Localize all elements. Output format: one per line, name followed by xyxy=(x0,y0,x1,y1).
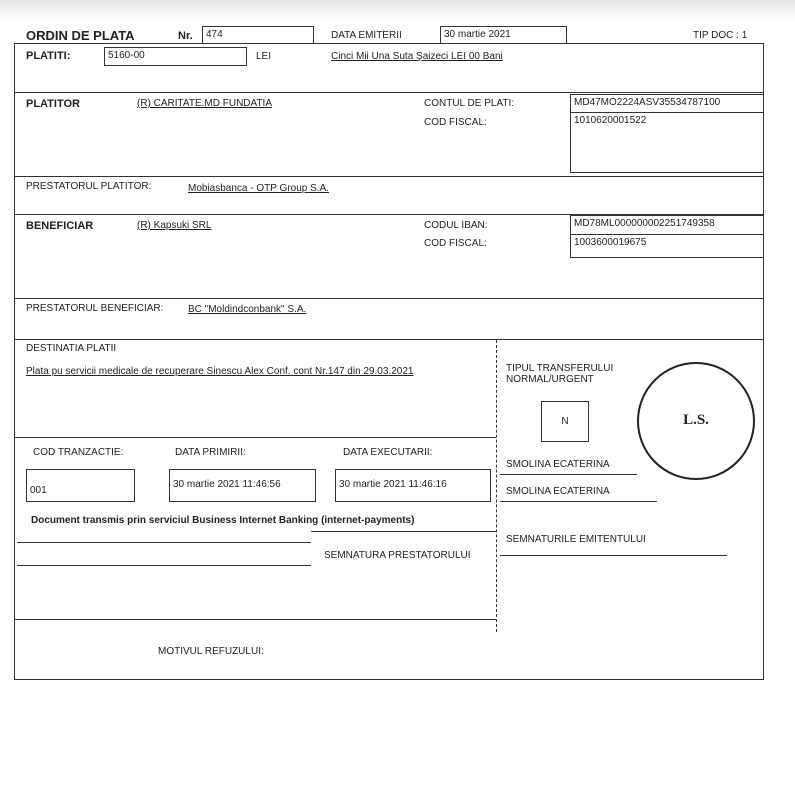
nr-field: 474 xyxy=(202,26,314,44)
beneficiar-fiscal-label: COD FISCAL: xyxy=(424,238,487,249)
divider xyxy=(14,619,496,620)
account-label: CONTUL DE PLATI: xyxy=(424,98,515,109)
stamp-ls: L.S. xyxy=(683,412,709,428)
motivul-refuzului-label: MOTIVUL REFUZULUI: xyxy=(158,646,264,657)
semnaturile-emitentului: SEMNATURILE EMITENTULUI xyxy=(506,534,646,545)
prestator-platitor-label: PRESTATORUL PLATITOR: xyxy=(26,181,152,192)
platitor-label: PLATITOR xyxy=(26,98,80,110)
divider xyxy=(570,257,764,258)
platitor-name: (R) CARITATE.MD FUNDATIA xyxy=(137,98,272,109)
cod-tranzactie-field: 001 xyxy=(26,469,135,502)
iban-field: MD78ML000000002251749358 xyxy=(570,215,764,235)
transfer-type-field: N xyxy=(541,401,589,442)
prestator-beneficiar-label: PRESTATORUL BENEFICIAR: xyxy=(26,303,164,314)
platitor-fiscal-label: COD FISCAL: xyxy=(424,117,487,128)
tip-doc: TIP DOC : 1 xyxy=(693,30,748,41)
destinatia-label: DESTINATIA PLATII xyxy=(26,343,117,354)
prestator-beneficiar-value: BC "Moldindconbank" S.A. xyxy=(188,304,307,315)
amount-in-words: Cinci Mii Una Suta Şaizeci LEI 00 Bani xyxy=(331,51,503,62)
transfer-type-label: TIPUL TRANSFERULUI xyxy=(506,363,614,374)
nr-label: Nr. xyxy=(178,30,193,42)
beneficiar-label: BENEFICIAR xyxy=(26,220,94,232)
iban-label: CODUL IBAN: xyxy=(424,220,488,231)
beneficiar-fiscal-field: 1003600019675 xyxy=(570,235,764,257)
transfer-urgency-label: NORMAL/URGENT xyxy=(506,374,594,385)
document-title: ORDIN DE PLATA xyxy=(26,28,135,43)
data-executarii-label: DATA EXECUTARII: xyxy=(343,447,433,458)
signer-line xyxy=(500,474,637,475)
data-emiterii-label: DATA EMITERII xyxy=(331,30,402,41)
divider xyxy=(14,298,764,299)
prestator-platitor-value: Mobiasbanca - OTP Group S.A. xyxy=(188,183,329,194)
currency: LEI xyxy=(256,51,272,62)
account-field: MD47MO2224ASV35534787100 xyxy=(570,94,764,113)
document-note: Document transmis prin serviciul Business Internet Banking (internet-payments) xyxy=(31,515,415,526)
viewer-top-band xyxy=(0,0,795,20)
data-primirii-label: DATA PRIMIRII: xyxy=(175,447,246,458)
dotted-separator xyxy=(496,340,497,632)
data-emiterii-field: 30 martie 2021 xyxy=(440,26,567,44)
destinatia-value: Plata pu servicii medicale de recuperare Sinescu Alex Conf. cont Nr.147 din 29.03.2021 xyxy=(26,366,414,377)
divider xyxy=(14,176,764,177)
signature-line xyxy=(17,565,311,566)
amount-field: 5160-00 xyxy=(104,47,247,66)
divider xyxy=(14,339,764,340)
signer-line xyxy=(500,501,657,502)
signature-line xyxy=(311,531,496,532)
signature-line xyxy=(17,542,311,543)
data-executarii-field: 30 martie 2021 11:46:16 xyxy=(335,469,491,502)
beneficiar-name: (R) Kapsuki SRL xyxy=(137,220,212,231)
divider xyxy=(14,92,764,93)
signature-line xyxy=(500,555,727,556)
platitor-fiscal-field: 1010620001522 xyxy=(570,113,764,173)
semnatura-prestatorului: SEMNATURA PRESTATORULUI xyxy=(324,550,471,561)
data-primirii-field: 30 martie 2021 11:46:56 xyxy=(169,469,316,502)
cod-tranzactie-label: COD TRANZACTIE: xyxy=(33,447,124,458)
signer-name: SMOLINA ECATERINA xyxy=(506,486,610,497)
divider xyxy=(14,437,496,438)
signer-name: SMOLINA ECATERINA xyxy=(506,459,610,470)
platiti-label: PLATITI: xyxy=(26,50,71,62)
